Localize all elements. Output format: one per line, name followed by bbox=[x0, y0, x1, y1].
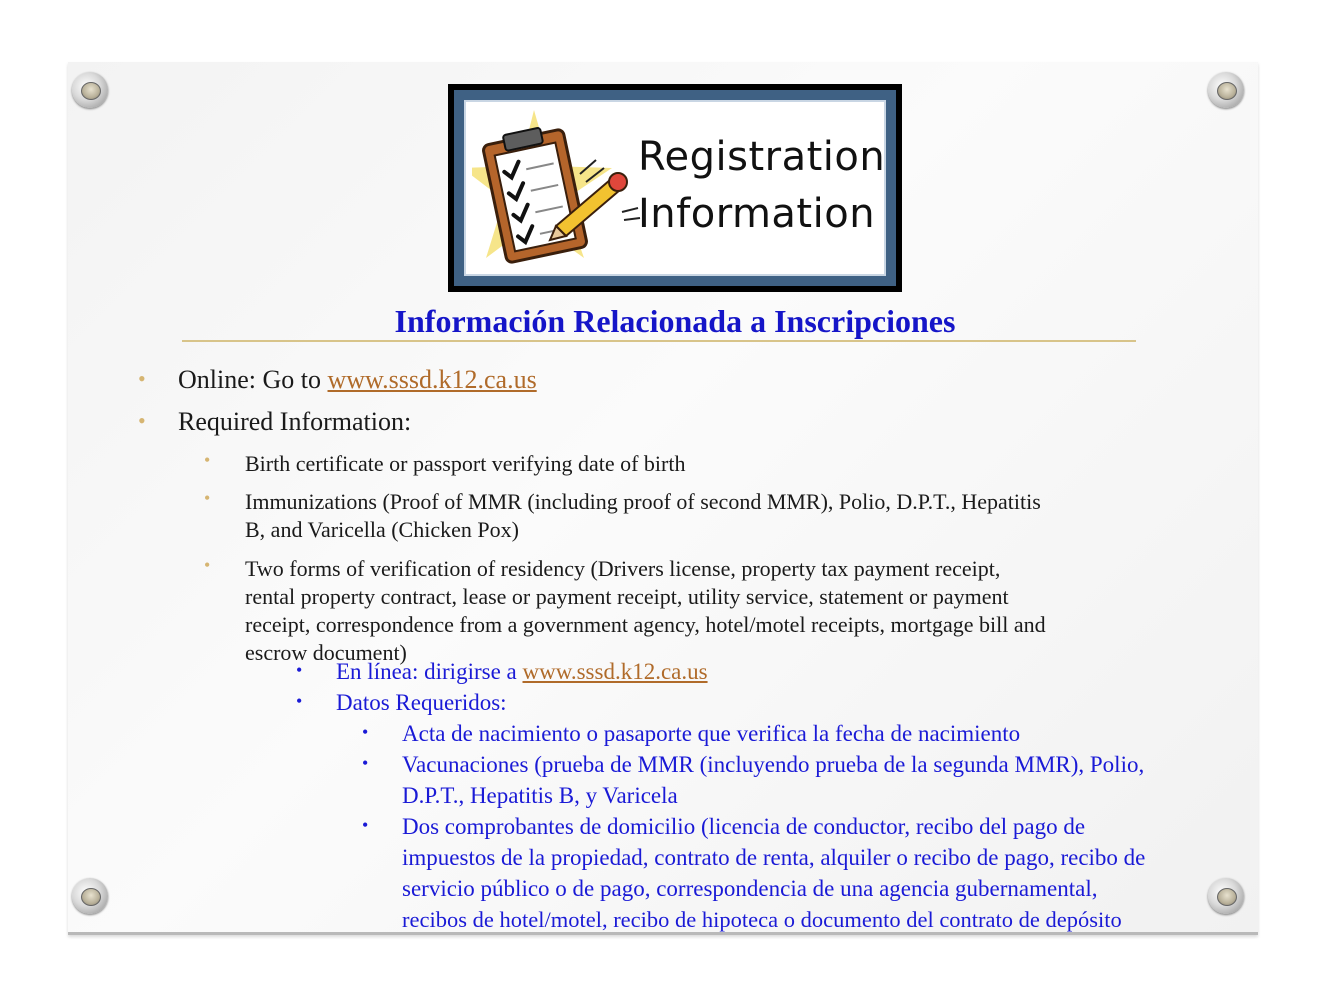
bullet-icon: • bbox=[138, 408, 146, 433]
item-residency-line2: rental property contract, lease or payment receipt, utility service, statement or payment bbox=[245, 584, 1009, 609]
es-item-vaccinations-line2: D.P.T., Hepatitis B, y Varicela bbox=[402, 783, 678, 808]
es-item-residency-line2: impuestos de la propiedad, contrato de renta, alquiler o recibo de pago, recibo de bbox=[402, 845, 1146, 870]
bullet-icon: • bbox=[362, 753, 369, 773]
bullet-icon: • bbox=[204, 450, 211, 470]
rivet-icon-top-left bbox=[72, 72, 108, 108]
online-link[interactable]: www.sssd.k12.ca.us bbox=[327, 365, 537, 394]
es-online-line bbox=[336, 656, 708, 687]
es-item-residency-line3: servicio público o de pago, correspondencia de una agencia gubernamental, bbox=[402, 876, 1098, 901]
title-divider bbox=[182, 340, 1136, 342]
es-item-residency-line1: Dos comprobantes de domicilio (licencia de conductor, recibo del pago de bbox=[402, 814, 1086, 839]
es-online-prefix: En línea: dirigirse a bbox=[336, 659, 523, 684]
es-online-link[interactable]: www.sssd.k12.ca.us bbox=[522, 659, 708, 684]
bullet-icon: • bbox=[204, 488, 211, 508]
item-residency-line4: escrow document) bbox=[245, 640, 407, 665]
es-item-residency-line4: recibos de hotel/motel, recibo de hipoteca o documento del contrato de depósito bbox=[402, 907, 1122, 932]
es-item-vaccinations-line1: Vacunaciones (prueba de MMR (incluyendo prueba de la segunda MMR), Polio, bbox=[402, 752, 1145, 777]
item-immunizations-line1: Immunizations (Proof of MMR (including proof of second MMR), Polio, D.P.T., Hepatitis bbox=[245, 489, 1041, 514]
clipboard-checklist-icon bbox=[472, 108, 642, 273]
es-required-label: Datos Requeridos: bbox=[336, 690, 507, 715]
rivet-icon-bottom-right bbox=[1208, 878, 1244, 914]
bullet-icon: • bbox=[362, 722, 369, 742]
bullet-icon: • bbox=[204, 555, 211, 575]
rivet-icon-bottom-left bbox=[72, 878, 108, 914]
item-birth-certificate: Birth certificate or passport verifying date of birth bbox=[245, 451, 686, 476]
es-item-birth-certificate: Acta de nacimiento o pasaporte que verifica la fecha de nacimiento bbox=[402, 721, 1021, 746]
online-line bbox=[178, 365, 537, 395]
item-residency-line3: receipt, correspondence from a government agency, hotel/motel receipts, mortgage bill and bbox=[245, 612, 1046, 637]
item-immunizations-line2: B, and Varicella (Chicken Pox) bbox=[245, 517, 519, 542]
required-info-label: Required Information: bbox=[178, 407, 412, 436]
page-title: Información Relacionada a Inscripciones bbox=[394, 303, 956, 339]
registration-logo bbox=[448, 84, 902, 292]
online-prefix: Online: Go to bbox=[178, 365, 328, 394]
bullet-icon: • bbox=[138, 366, 146, 391]
bullet-icon: • bbox=[362, 815, 369, 835]
item-residency-line1: Two forms of verification of residency (Drivers license, property tax payment receipt, bbox=[245, 556, 1001, 581]
bullet-icon: • bbox=[296, 691, 303, 711]
logo-text-line1: Registration bbox=[638, 134, 886, 180]
logo-text-line2: Information bbox=[638, 191, 876, 237]
bullet-icon: • bbox=[296, 660, 303, 680]
rivet-icon-top-right bbox=[1208, 72, 1244, 108]
